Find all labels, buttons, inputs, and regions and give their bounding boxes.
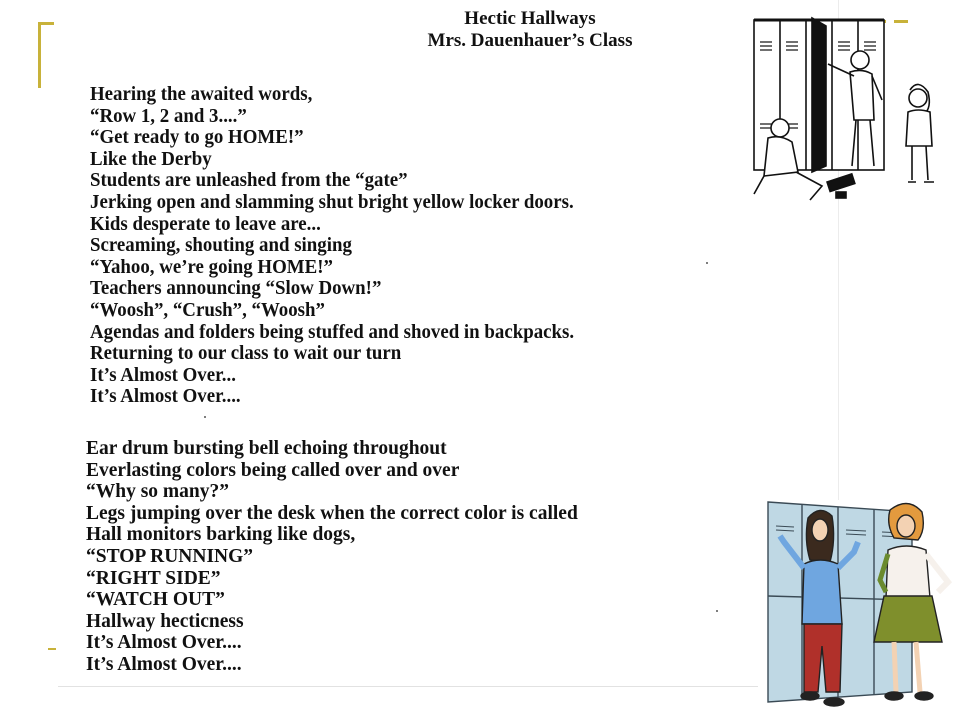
poem-line: “STOP RUNNING” bbox=[86, 545, 254, 567]
poem-line: It’s Almost Over.... bbox=[90, 386, 241, 408]
poem-line: Legs jumping over the desk when the correct color is called bbox=[86, 502, 578, 524]
stanza-2 bbox=[86, 438, 578, 676]
poem-line: “Woosh”, “Crush”, “Woosh” bbox=[90, 299, 325, 321]
stanza-1 bbox=[90, 84, 780, 408]
poem-line: Students are unleashed from the “gate” bbox=[90, 170, 408, 192]
poem-line: Ear drum bursting bell echoing throughout bbox=[86, 438, 447, 459]
poem-line: Hall monitors barking like dogs, bbox=[86, 524, 356, 546]
poem-line: It’s Almost Over... bbox=[90, 364, 236, 386]
poem-line: Screaming, shouting and singing bbox=[90, 235, 352, 257]
poem-line: Like the Derby bbox=[90, 148, 212, 170]
poem-line: Kids desperate to leave are... bbox=[90, 213, 321, 235]
poem-line: Agendas and folders being stuffed and shoved in backpacks. bbox=[90, 321, 575, 343]
bottom-left-accent-tick bbox=[48, 648, 56, 650]
corner-accent-horizontal bbox=[38, 22, 54, 25]
poem-subtitle: Mrs. Dauenhauer’s Class bbox=[427, 30, 633, 51]
poem-line: Hallway hecticness bbox=[86, 610, 244, 632]
poem-line: “Why so many?” bbox=[86, 481, 230, 503]
poem-line: It’s Almost Over.... bbox=[86, 632, 242, 654]
scan-speck bbox=[716, 610, 718, 612]
poem-line: “WATCH OUT” bbox=[86, 589, 225, 611]
poem-line: “RIGHT SIDE” bbox=[86, 567, 221, 589]
poem-line: “Row 1, 2 and 3....” bbox=[90, 105, 247, 127]
poem-line: Jerking open and slamming shut bright yellow locker doors. bbox=[90, 191, 574, 213]
scan-speck bbox=[706, 262, 708, 264]
corner-accent-vertical bbox=[38, 22, 41, 88]
two-girls-at-lockers-clipart-icon bbox=[762, 496, 958, 718]
poem-line: Returning to our class to wait our turn bbox=[90, 343, 402, 365]
poem-line: Teachers announcing “Slow Down!” bbox=[90, 278, 382, 300]
poem-title: Hectic Hallways bbox=[464, 8, 596, 29]
scan-speck bbox=[204, 416, 206, 418]
poem-title-block bbox=[380, 8, 680, 52]
locker-kids-clipart-icon bbox=[750, 16, 950, 212]
poem-line: Hearing the awaited words, bbox=[90, 84, 313, 105]
scanned-page-bottom-edge bbox=[58, 686, 758, 687]
poem-line: Everlasting colors being called over and over bbox=[86, 459, 460, 481]
poem-line: It’s Almost Over.... bbox=[86, 653, 242, 675]
poem-line: “Get ready to go HOME!” bbox=[90, 127, 304, 149]
poem-line: “Yahoo, we’re going HOME!” bbox=[90, 256, 333, 278]
poem-body bbox=[86, 84, 780, 675]
